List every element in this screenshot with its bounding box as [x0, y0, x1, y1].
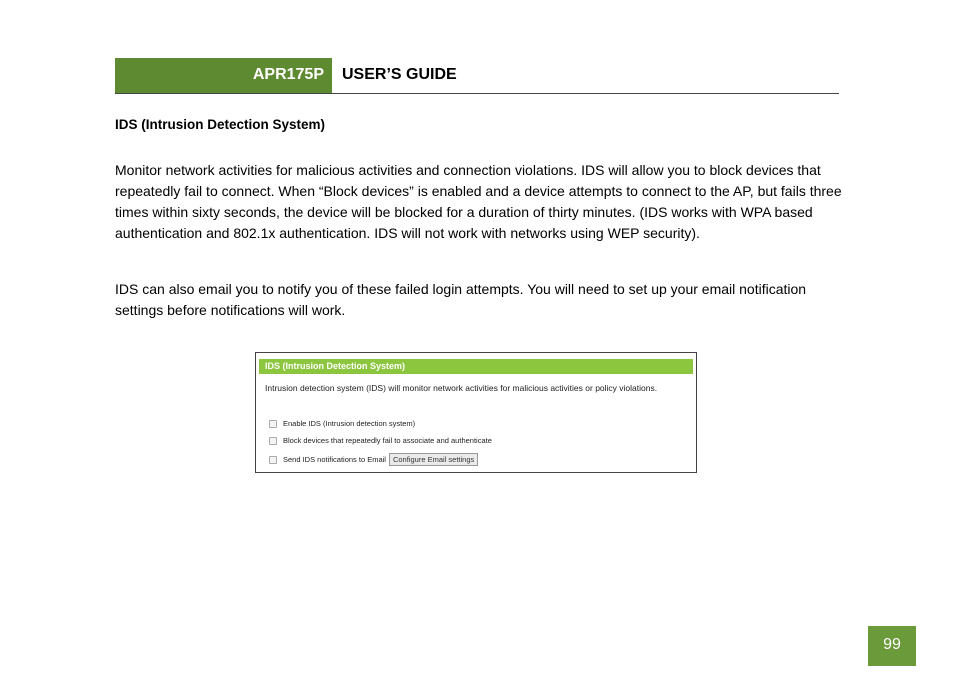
option-label: Send IDS notifications to Email: [283, 455, 386, 464]
option-email-notifications: [269, 453, 478, 466]
header-model: APR175P: [252, 66, 324, 83]
block-devices-checkbox[interactable]: [269, 437, 277, 445]
option-label: Block devices that repeatedly fail to associate and authenticate: [283, 436, 492, 445]
header-guide-title: USER’S GUIDE: [342, 66, 457, 83]
configure-email-settings-button[interactable]: Configure Email settings: [389, 453, 478, 466]
header-bar: [115, 58, 332, 94]
section-title: IDS (Intrusion Detection System): [115, 117, 326, 132]
email-notifications-checkbox[interactable]: [269, 456, 277, 464]
option-block-devices: [269, 436, 492, 445]
panel-title: IDS (Intrusion Detection System): [259, 359, 693, 374]
header-divider: [115, 93, 839, 94]
option-enable-ids: [269, 419, 415, 428]
enable-ids-checkbox[interactable]: [269, 420, 277, 428]
paragraph-ids-description: Monitor network activities for malicious activities and connection violations. IDS will allow you to block devices that repeatedly fail to connect. When “Block devices” is enabled and a device attempts to connect to the AP, but fails three times within sixty seconds, the device will be blocked for a duration of thirty minutes. (IDS works with WPA based authentication and 802.1x authentication. IDS will not work with networks using WEP security).: [115, 162, 842, 241]
page-number: 99: [868, 626, 916, 666]
option-label: Enable IDS (Intrusion detection system): [283, 419, 416, 428]
panel-description: Intrusion detection system (IDS) will monitor network activities for malicious activities or policy violations.: [265, 383, 658, 393]
paragraph-ids-email: IDS can also email you to notify you of these failed login attempts. You will need to set up your email notification settings before notifications will work.: [115, 281, 807, 318]
ids-settings-screenshot: [255, 352, 697, 473]
